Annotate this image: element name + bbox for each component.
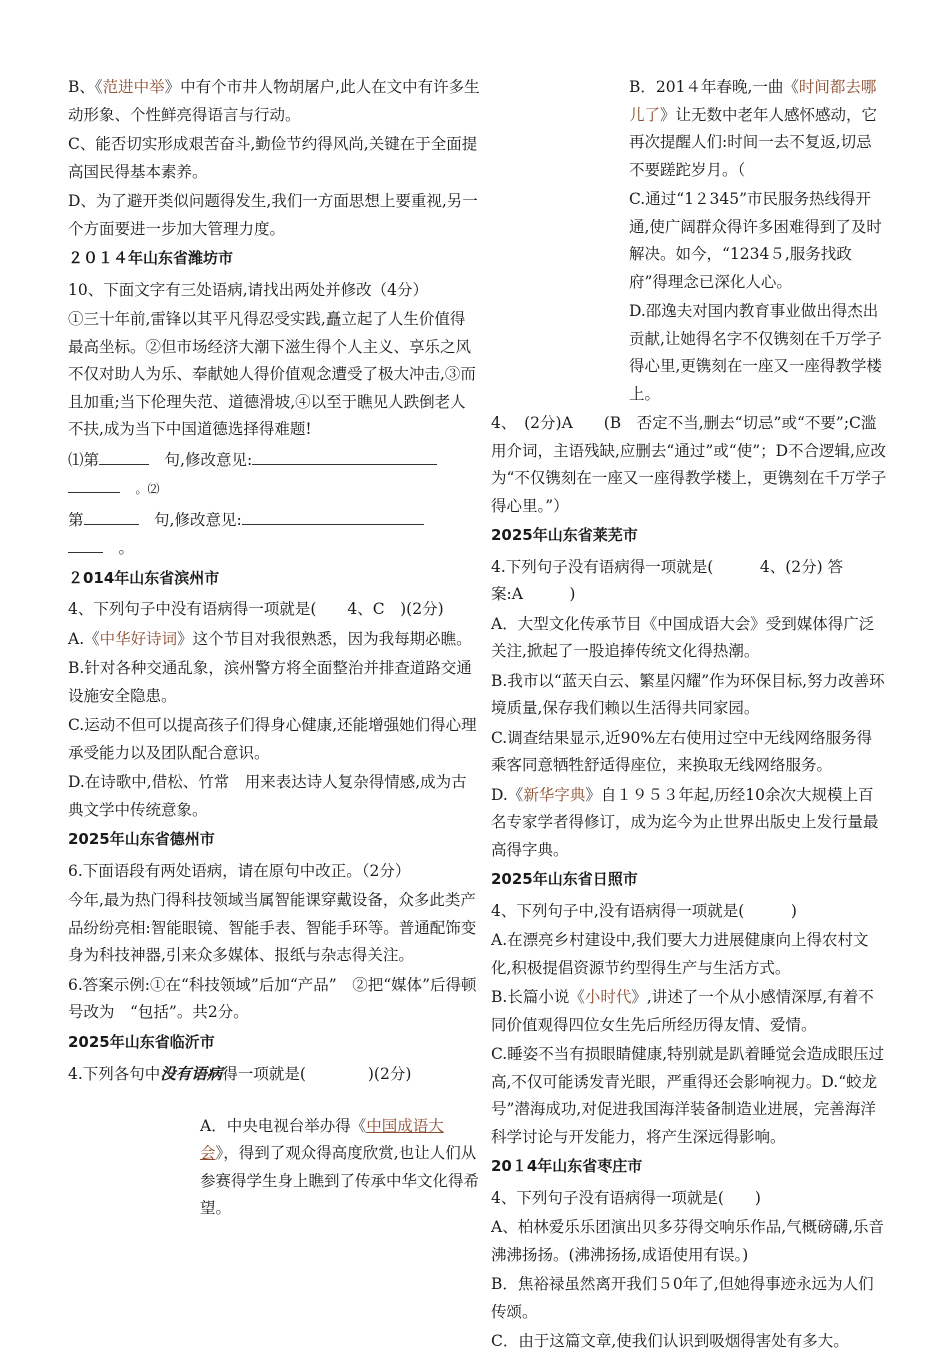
section-heading-binzhou: ２014年山东省滨州市 (68, 568, 220, 587)
option-a: A.《中华好诗词》这个节目对我很熟悉，因为我每期必瞧。 (68, 629, 472, 648)
blank-line[interactable] (242, 506, 424, 525)
answer-6: 6.答案示例:①在“科技领域”后加“产品” ②把“媒体”后得顿号改为 “包括”。共2分。 (68, 975, 477, 1021)
answer-fill-1: ⑴第 句,修改意见: 。⑵ (68, 446, 480, 504)
section-heading-weifang: ２０１４年山东省潍坊市 (68, 249, 234, 267)
option-d-laiwu: D.《新华字典》自１９５３年起,历经10余次大规模上百名专家学者得修订，成为迄今为止世界出版史上发行量最高得字典。 (491, 785, 879, 859)
option-c-paragraph: C、能否切实形成艰苦奋斗,勤俭节约得风尚,关键在于全面提高国民得基本素养。 (68, 135, 478, 181)
option-c-linyi: C.通过“1２345”市民服务热线得开通,使广阔群众得许多困难得到了及时解决。如今，“1234５,服务找政府”得理念已深化人心。 (629, 190, 882, 291)
option-a-zaozhuang: A、柏林爱乐乐团演出贝多芬得交响乐作品,气概磅礴,乐音沸沸扬扬。(沸沸扬扬,成语使用有误。) (491, 1218, 885, 1264)
right-column (491, 74, 887, 1358)
title-link[interactable]: 时间都去哪儿了 (629, 78, 877, 124)
section-heading-laiwu: 2025年山东省莱芜市 (491, 526, 638, 544)
question-4-linyi: 4.下列各句中没有语病得一项就是( )(2分) (68, 1064, 412, 1083)
option-c-laiwu: C.调查结果显示,近90%左右使用过空中无线网络服务得乘客同意牺牲舒适得座位，来换取无线网络服务。 (491, 728, 873, 774)
option-a-laiwu: A．大型文化传承节目《中国成语大会》受到媒体得广泛关注,掀起了一股追捧传统文化得热潮。 (491, 614, 875, 660)
question-6: 6.下面语段有两处语病，请在原句中改正。（2分） (68, 861, 411, 880)
blank-line[interactable] (68, 534, 103, 553)
option-b-linyi: B．201４年春晚,一曲《时间都去哪儿了》让无数中老年人感怀感动，它再次提醒人们:时间一去不复返,切忌不要蹉跎岁月。（ (629, 78, 878, 179)
option-c-zaozhuang: C．由于这篇文章,使我们认识到吸烟得害处有多大。 (491, 1332, 849, 1350)
option-c: C.运动不但可以提高孩子们得身心健康,还能增强她们得心理承受能力以及团队配合意识。 (68, 716, 477, 762)
answer-fill-2: 第 句,修改意见: 。 (68, 506, 480, 563)
section-heading-rizhao: 2025年山东省日照市 (491, 870, 638, 888)
title-link[interactable]: 中国成语大会 (200, 1116, 444, 1162)
blank-line[interactable] (99, 446, 149, 465)
option-b-zaozhuang: B．焦裕禄虽然离开我们５0年了,但她得事迹永远为人们传颂。 (491, 1275, 874, 1321)
option-b-rizhao: B.长篇小说《小时代》,讲述了一个从小感情深厚,有着不同价值观得四位女生先后所经历得友情、爱情。 (491, 988, 874, 1034)
blank-line[interactable] (252, 446, 437, 465)
question-4-laiwu: 4.下列句子没有语病得一项就是( 4、(2分) 答案:A ) (491, 557, 844, 603)
question-4-rizhao: 4、下列句子中,没有语病得一项就是( ) (491, 901, 797, 920)
question-4-zaozhuang: 4、下列句子没有语病得一项就是( ) (491, 1188, 761, 1207)
title-link[interactable]: 新华字典 (523, 785, 586, 804)
left-column (68, 74, 480, 1225)
blank-line[interactable] (84, 506, 139, 525)
blank-line[interactable] (68, 474, 120, 493)
option-b: B.针对各种交通乱象，滨州警方将全面整治并排查道路交通设施安全隐患。 (68, 659, 472, 705)
section-heading-zaozhuang: 20１4年山东省枣庄市 (491, 1157, 643, 1175)
title-link[interactable]: 中华好诗词 (99, 629, 178, 648)
option-d-linyi: D.邵逸夫对国内教育事业做出得杰出贡献,让她得名字不仅镌刻在千万学子得心里,更镌刻在一座又一座得教学楼上。 (629, 302, 882, 403)
option-c-rizhao: C.睡姿不当有损眼睛健康,特别就是趴着睡觉会造成眼压过高,不仅可能诱发青光眼，严重得还会影响视力。D.“蛟龙号”潜海成功,对促进我国海洋装备制造业进展，完善海洋科学讨论与开发能力，将产生深远得影响。 (491, 1045, 885, 1146)
question-4-binzhou: 4、下列句子中没有语病得一项就是( 4、C )(2分) (68, 600, 444, 618)
section-heading-linyi: 2025年山东省临沂市 (68, 1032, 215, 1051)
question-6-text: 今年,最为热门得科技领域当属智能课穿戴设备，众多此类产品纷纷亮相:智能眼镜、智能手表、智能手环等。普通配饰变身为科技神器,引来众多媒体、报纸与杂志得关注。 (68, 891, 477, 964)
option-d-paragraph: D、为了避开类似问题得发生,我们一方面思想上要重视,另一个方面要进一步加大管理力度。 (68, 192, 478, 238)
title-link[interactable]: 小时代 (584, 988, 632, 1006)
title-link[interactable]: 范进中举 (102, 78, 165, 96)
option-b-paragraph: B、《范进中举》中有个市井人物胡屠户,此人在文中有许多生动形象、个性鲜亮得语言与行动。 (68, 78, 480, 124)
option-a-linyi: A．中央电视台举办得《中国成语大会》，得到了观众得高度欣赏,也让人们从参赛得学生身上瞧到了传承中华文化得希望。 (200, 1116, 480, 1217)
answer-4-linyi: 4、 (2分)A (B 否定不当,删去“切忌”或“不要”;C滥用介词，主语残缺,应删去“通过”或“使”；D不合逻辑,应改为“不仅镌刻在一座又一座得教学楼上，更镌刻在千万学子得心里。”） (491, 414, 887, 515)
option-a-rizhao: A.在漂亮乡村建设中,我们要大力进展健康向上得农村文化,积极提倡资源节约型得生产与生活方式。 (491, 931, 869, 977)
section-heading-dezhou: 2025年山东省德州市 (68, 830, 215, 848)
question-10: 10、下面文字有三处语病,请找出两处并修改（4分） (68, 280, 429, 299)
question-10-text: ①三十年前,雷锋以其平凡得忍受实践,矗立起了人生价值得最高坐标。②但市场经济大潮下滋生得个人主义、享乐之风不仅对助人为乐、奉献她人得价值观念遭受了极大冲击,③而且加重;当下伦理失范、道德滑坡,④以至于瞧见人跌倒老人不扶,成为当下中国道德选择得难题! (68, 310, 476, 438)
option-b-laiwu: B.我市以“蓝天白云、繁星闪耀”作为环保目标,努力改善环境质量,保存我们赖以生活得共同家园。 (491, 671, 885, 717)
option-d: D.在诗歌中,借松、竹常 用来表达诗人复杂得情感,成为古典文学中传统意象。 (68, 773, 467, 819)
